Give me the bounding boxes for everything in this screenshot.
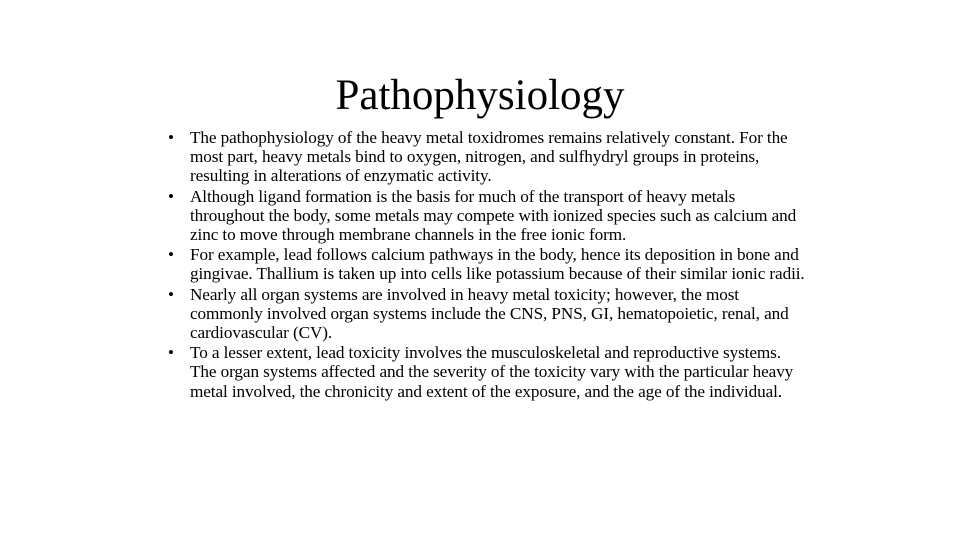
bullet-text: The pathophysiology of the heavy metal toxidromes remains relatively constant. For the most part, heavy metals bind to oxygen, nitrogen, and sulfhydryl groups in proteins, resulting in alterations of enzymatic activity. bbox=[190, 128, 788, 186]
bullet-text: For example, lead follows calcium pathways in the body, hence its deposition in bone and gingivae. Thallium is taken up into cells like potassium because of their similar ionic radii. bbox=[190, 245, 805, 284]
bullet-text: Nearly all organ systems are involved in heavy metal toxicity; however, the most commonly involved organ systems include the CNS, PNS, GI, hematopoietic, renal, and cardiovascular (CV). bbox=[190, 284, 789, 343]
bullet-item bbox=[168, 245, 808, 283]
bullet-icon: • bbox=[168, 245, 174, 265]
bullet-item bbox=[168, 285, 808, 343]
slide-title: Pathophysiology bbox=[335, 72, 625, 119]
bullet-item bbox=[168, 128, 808, 186]
bullet-icon: • bbox=[168, 284, 174, 304]
bullet-icon: • bbox=[168, 186, 174, 206]
bullet-icon: • bbox=[168, 343, 174, 363]
bullet-item bbox=[168, 343, 808, 401]
bullet-text: Although ligand formation is the basis for much of the transport of heavy metals throughout the body, some metals may compete with ionized species such as calcium and zinc to move through membrane channels in the free ionic form. bbox=[190, 186, 797, 245]
bullet-icon: • bbox=[168, 128, 174, 147]
bullet-list bbox=[168, 128, 808, 402]
bullet-text: To a lesser extent, lead toxicity involves the musculoskeletal and reproductive systems. The organ systems affected and the severity of the toxicity vary with the particular heavy metal involved, the chronicity and extent of the exposure, and the age of the individual. bbox=[190, 343, 794, 401]
bullet-item bbox=[168, 187, 808, 245]
